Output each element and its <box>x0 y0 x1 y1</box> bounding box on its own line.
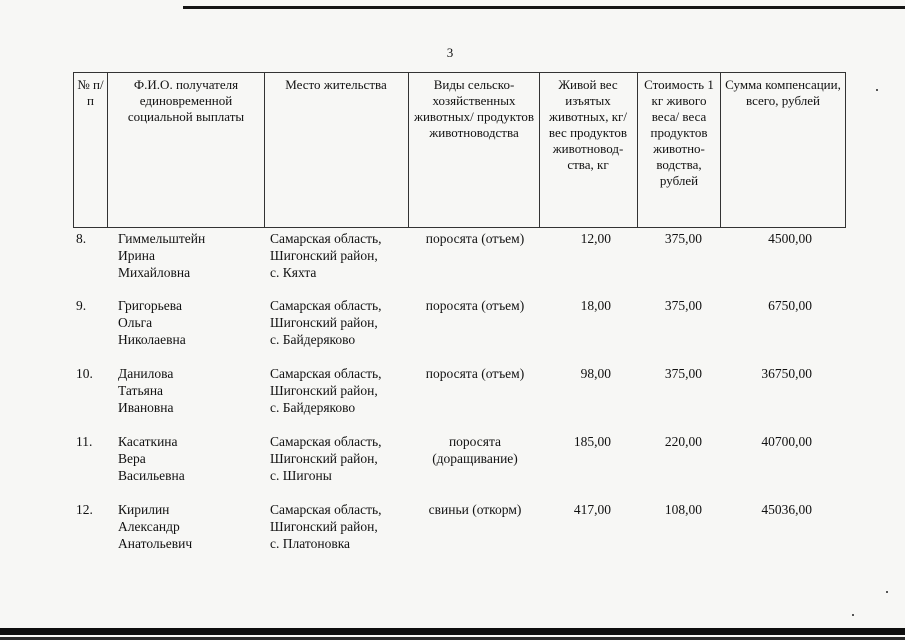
header-compensation-sum: Сумма компенсации, всего, рублей <box>725 77 841 108</box>
scan-edge-top <box>183 6 905 9</box>
header-num: № п/п <box>77 77 104 108</box>
cell-sum: 40700,00 <box>761 434 812 449</box>
header-animal-kinds: Виды сельско-хозяйственных животных/ продуктов животноводства <box>413 77 535 140</box>
cell-price: 220,00 <box>664 434 702 449</box>
cell-kind: (доращивание) <box>432 451 518 466</box>
cell-name: Николаевна <box>118 332 186 347</box>
cell-residence: Шигонский район, <box>270 519 378 534</box>
header-live-weight: Живой вес изъятых животных, кг/вес продуктов животновод-ства, кг <box>548 77 628 172</box>
scan-speck <box>886 591 888 593</box>
cell-name: Татьяна <box>118 383 164 398</box>
cell-name: Данилова <box>118 366 174 381</box>
cell-residence: Шигонский район, <box>270 383 378 398</box>
cell-name: Ивановна <box>118 400 174 415</box>
cell-num: 12. <box>76 502 93 517</box>
cell-residence: Шигонский район, <box>270 451 378 466</box>
cell-residence: Самарская область, <box>270 366 382 381</box>
cell-num: 9. <box>76 298 87 313</box>
cell-residence: Самарская область, <box>270 298 382 313</box>
cell-num: 8. <box>76 231 87 246</box>
column-divider <box>107 72 108 228</box>
scan-speck <box>876 89 878 91</box>
cell-residence: Самарская область, <box>270 502 382 517</box>
cell-name: Кирилин <box>118 502 170 517</box>
cell-residence: Шигонский район, <box>270 248 378 263</box>
cell-residence: с. Байдеряково <box>270 332 356 347</box>
cell-name: Ольга <box>118 315 153 330</box>
cell-kind: свиньи (откорм) <box>428 502 522 517</box>
cell-weight: 185,00 <box>573 434 611 449</box>
cell-weight: 18,00 <box>580 298 611 313</box>
cell-sum: 36750,00 <box>761 366 812 381</box>
cell-weight: 417,00 <box>573 502 611 517</box>
column-divider <box>539 72 540 228</box>
cell-price: 375,00 <box>664 231 702 246</box>
cell-sum: 6750,00 <box>768 298 812 313</box>
cell-residence: Самарская область, <box>270 434 382 449</box>
cell-residence: с. Байдеряково <box>270 400 356 415</box>
header-price-per-kg: Стоимость 1 кг живого веса/ веса продуктов животно-водства, рублей <box>644 77 714 188</box>
column-divider <box>637 72 638 228</box>
header-name: Ф.И.О. получателя единовременной социальной выплаты <box>127 77 245 124</box>
column-divider <box>408 72 409 228</box>
cell-name: Васильевна <box>118 468 185 483</box>
cell-price: 108,00 <box>664 502 702 517</box>
cell-residence: с. Платоновка <box>270 536 351 551</box>
cell-num: 11. <box>76 434 93 449</box>
cell-name: Александр <box>118 519 180 534</box>
cell-residence: с. Шигоны <box>270 468 332 483</box>
cell-name: Анатольевич <box>118 536 193 551</box>
cell-name: Вера <box>118 451 146 466</box>
cell-weight: 12,00 <box>580 231 611 246</box>
cell-name: Ирина <box>118 248 155 263</box>
scan-edge-bottom <box>0 628 905 635</box>
cell-kind: поросята (отъем) <box>425 366 525 381</box>
page-number: 3 <box>446 45 454 60</box>
cell-weight: 98,00 <box>580 366 611 381</box>
cell-name: Касаткина <box>118 434 178 449</box>
cell-name: Григорьева <box>118 298 182 313</box>
cell-name: Гиммельштейн <box>118 231 206 246</box>
cell-residence: Самарская область, <box>270 231 382 246</box>
column-divider <box>264 72 265 228</box>
cell-sum: 45036,00 <box>761 502 812 517</box>
cell-num: 10. <box>76 366 93 381</box>
cell-price: 375,00 <box>664 298 702 313</box>
cell-name: Михайловна <box>118 265 191 280</box>
cell-kind: поросята <box>448 434 502 449</box>
scan-speck <box>852 614 854 616</box>
cell-residence: с. Кяхта <box>270 265 317 280</box>
cell-kind: поросята (отъем) <box>425 231 525 246</box>
header-residence: Место жительства <box>285 77 387 92</box>
cell-kind: поросята (отъем) <box>425 298 525 313</box>
cell-sum: 4500,00 <box>768 231 812 246</box>
column-divider <box>720 72 721 228</box>
cell-residence: Шигонский район, <box>270 315 378 330</box>
cell-price: 375,00 <box>664 366 702 381</box>
